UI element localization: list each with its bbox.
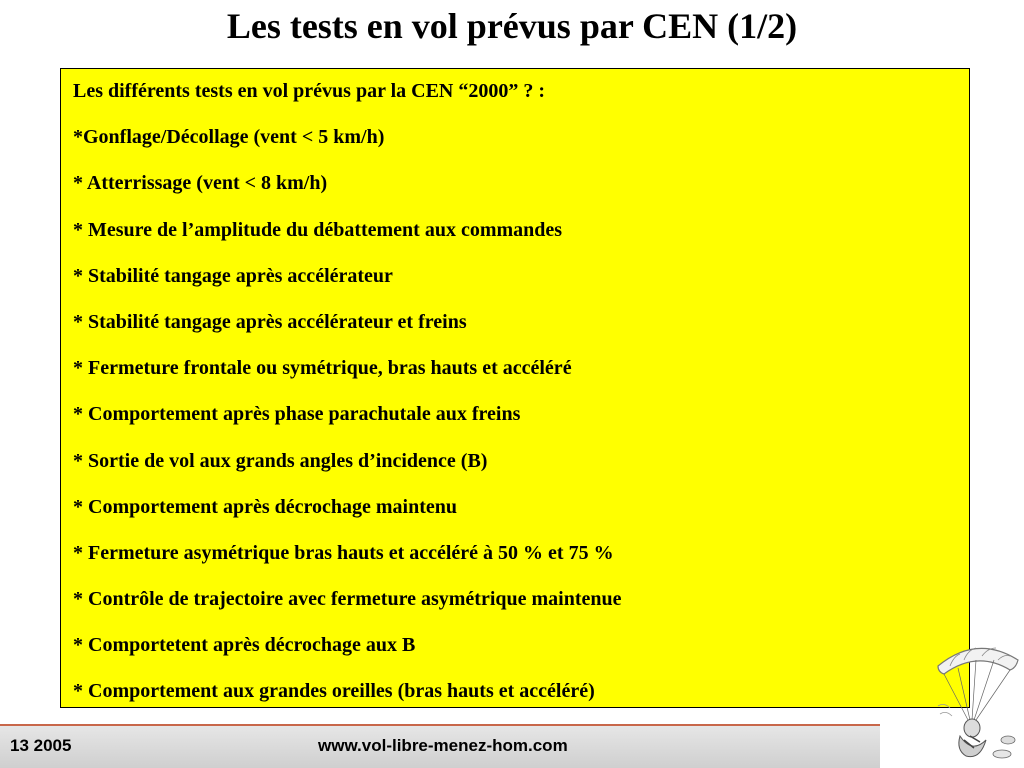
content-line: *Gonflage/Décollage (vent < 5 km/h) bbox=[73, 126, 385, 149]
content-line: * Comportement après décrochage maintenu bbox=[73, 495, 458, 518]
content-line: * Comportetent après décrochage aux B bbox=[73, 634, 416, 657]
content-line: * Mesure de l’amplitude du débattement aux commandes bbox=[73, 218, 563, 241]
content-line: * Contrôle de trajectoire avec fermeture asymétrique maintenue bbox=[73, 588, 622, 611]
content-box bbox=[60, 68, 970, 708]
footer-url: www.vol-libre-menez-hom.com bbox=[318, 736, 568, 755]
content-line: * Atterrissage (vent < 8 km/h) bbox=[73, 172, 328, 195]
content-line: * Comportement après phase parachutale aux freins bbox=[73, 403, 521, 426]
content-line: * Stabilité tangage après accélérateur et freins bbox=[73, 310, 467, 333]
content-line: * Sortie de vol aux grands angles d’incidence (B) bbox=[73, 449, 488, 472]
content-line: * Stabilité tangage après accélérateur bbox=[73, 264, 393, 287]
content-line: * Comportement aux grandes oreilles (bras hauts et accéléré) bbox=[73, 680, 595, 703]
content-line: * Fermeture frontale ou symétrique, bras hauts et accéléré bbox=[73, 357, 572, 380]
slide-title: Les tests en vol prévus par CEN (1/2) bbox=[226, 6, 798, 46]
paraglider-logo-icon bbox=[930, 636, 1024, 766]
content-line: * Fermeture asymétrique bras hauts et accéléré à 50 % et 75 % bbox=[73, 541, 614, 564]
content-line-intro: Les différents tests en vol prévus par la CEN “2000” ? : bbox=[73, 80, 546, 102]
footer-page-date: 13 2005 bbox=[10, 736, 72, 755]
footer-bar bbox=[0, 724, 880, 768]
